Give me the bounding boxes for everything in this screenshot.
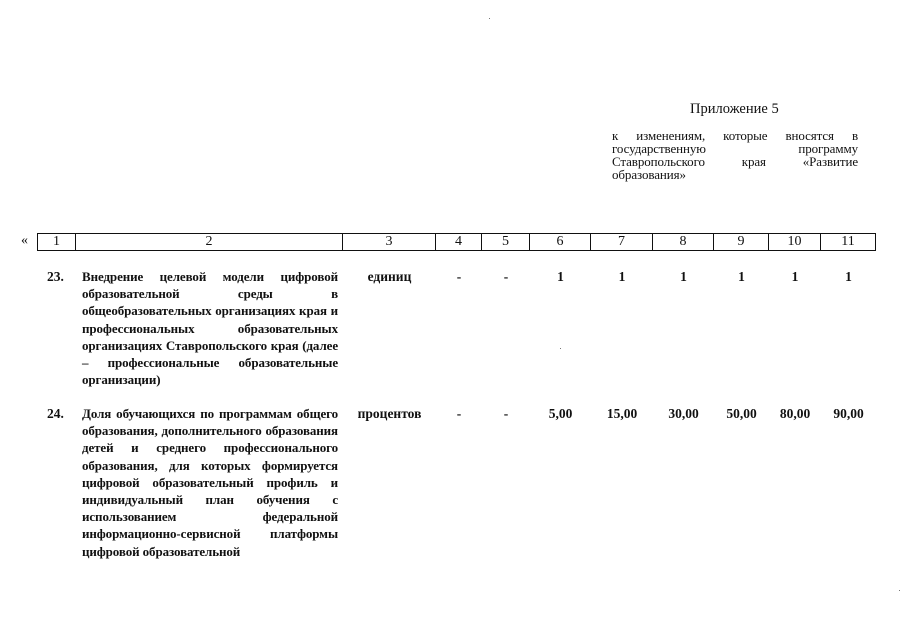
header-cell: 6 — [530, 234, 591, 251]
scan-speck — [489, 18, 490, 19]
row-value-col5: - — [503, 406, 509, 421]
row-number: 24. — [47, 406, 64, 421]
row-value-col6: 1 — [557, 269, 564, 284]
row-unit: процентов — [357, 406, 422, 421]
row-value-col10: 1 — [791, 269, 799, 284]
row-value-col9: 50,00 — [726, 406, 757, 421]
column-number-header — [37, 233, 876, 251]
scan-speck — [560, 348, 561, 349]
row-description: Доля обучающихся по программам общего образования, дополнительного образования детей и среднего профессионального образования, для которых формируется цифровой образовательный профиль и индивидуальный план обучения с использованием федеральной информационно-сервисной платформы цифровой образовательной — [82, 406, 338, 559]
header-cell: 11 — [821, 234, 876, 251]
header-cell: 10 — [769, 234, 821, 251]
row-description: Внедрение целевой модели цифровой образовательной среды в общеобразовательных организациях края и профессиональных образовательных организациях Ставропольского края (далее – профессиональные образовательные организации) — [82, 269, 338, 388]
row-value-col10: 80,00 — [779, 406, 811, 421]
header-cell: 4 — [436, 234, 482, 251]
row-value-col4: - — [456, 269, 462, 284]
row-value-col8: 1 — [680, 269, 687, 284]
appendix-title: Приложение 5 — [690, 101, 779, 117]
row-value-col11: 1 — [845, 269, 852, 284]
row-value-col5: - — [503, 269, 509, 284]
row-value-col7: 15,00 — [606, 406, 638, 421]
row-value-col7: 1 — [618, 269, 626, 284]
row-value-col8: 30,00 — [668, 406, 699, 421]
header-cell: 9 — [714, 234, 769, 251]
header-cell: 7 — [591, 234, 653, 251]
row-unit: единиц — [367, 269, 412, 284]
header-cell: 3 — [343, 234, 436, 251]
row-value-col4: - — [456, 406, 462, 421]
header-cell: 8 — [653, 234, 714, 251]
row-value-col9: 1 — [738, 269, 745, 284]
row-value-col6: 5,00 — [548, 406, 573, 421]
row-number: 23. — [47, 269, 64, 284]
header-cell: 1 — [38, 234, 76, 251]
row-value-col11: 90,00 — [833, 406, 864, 421]
scan-speck — [899, 590, 900, 591]
appendix-subtitle: к изменениям, которые вносятся в государственную программу Ставропольского края «Развитие образования» — [612, 128, 858, 182]
open-quote: « — [21, 233, 28, 248]
header-cell: 5 — [482, 234, 530, 251]
header-cell: 2 — [76, 234, 343, 251]
